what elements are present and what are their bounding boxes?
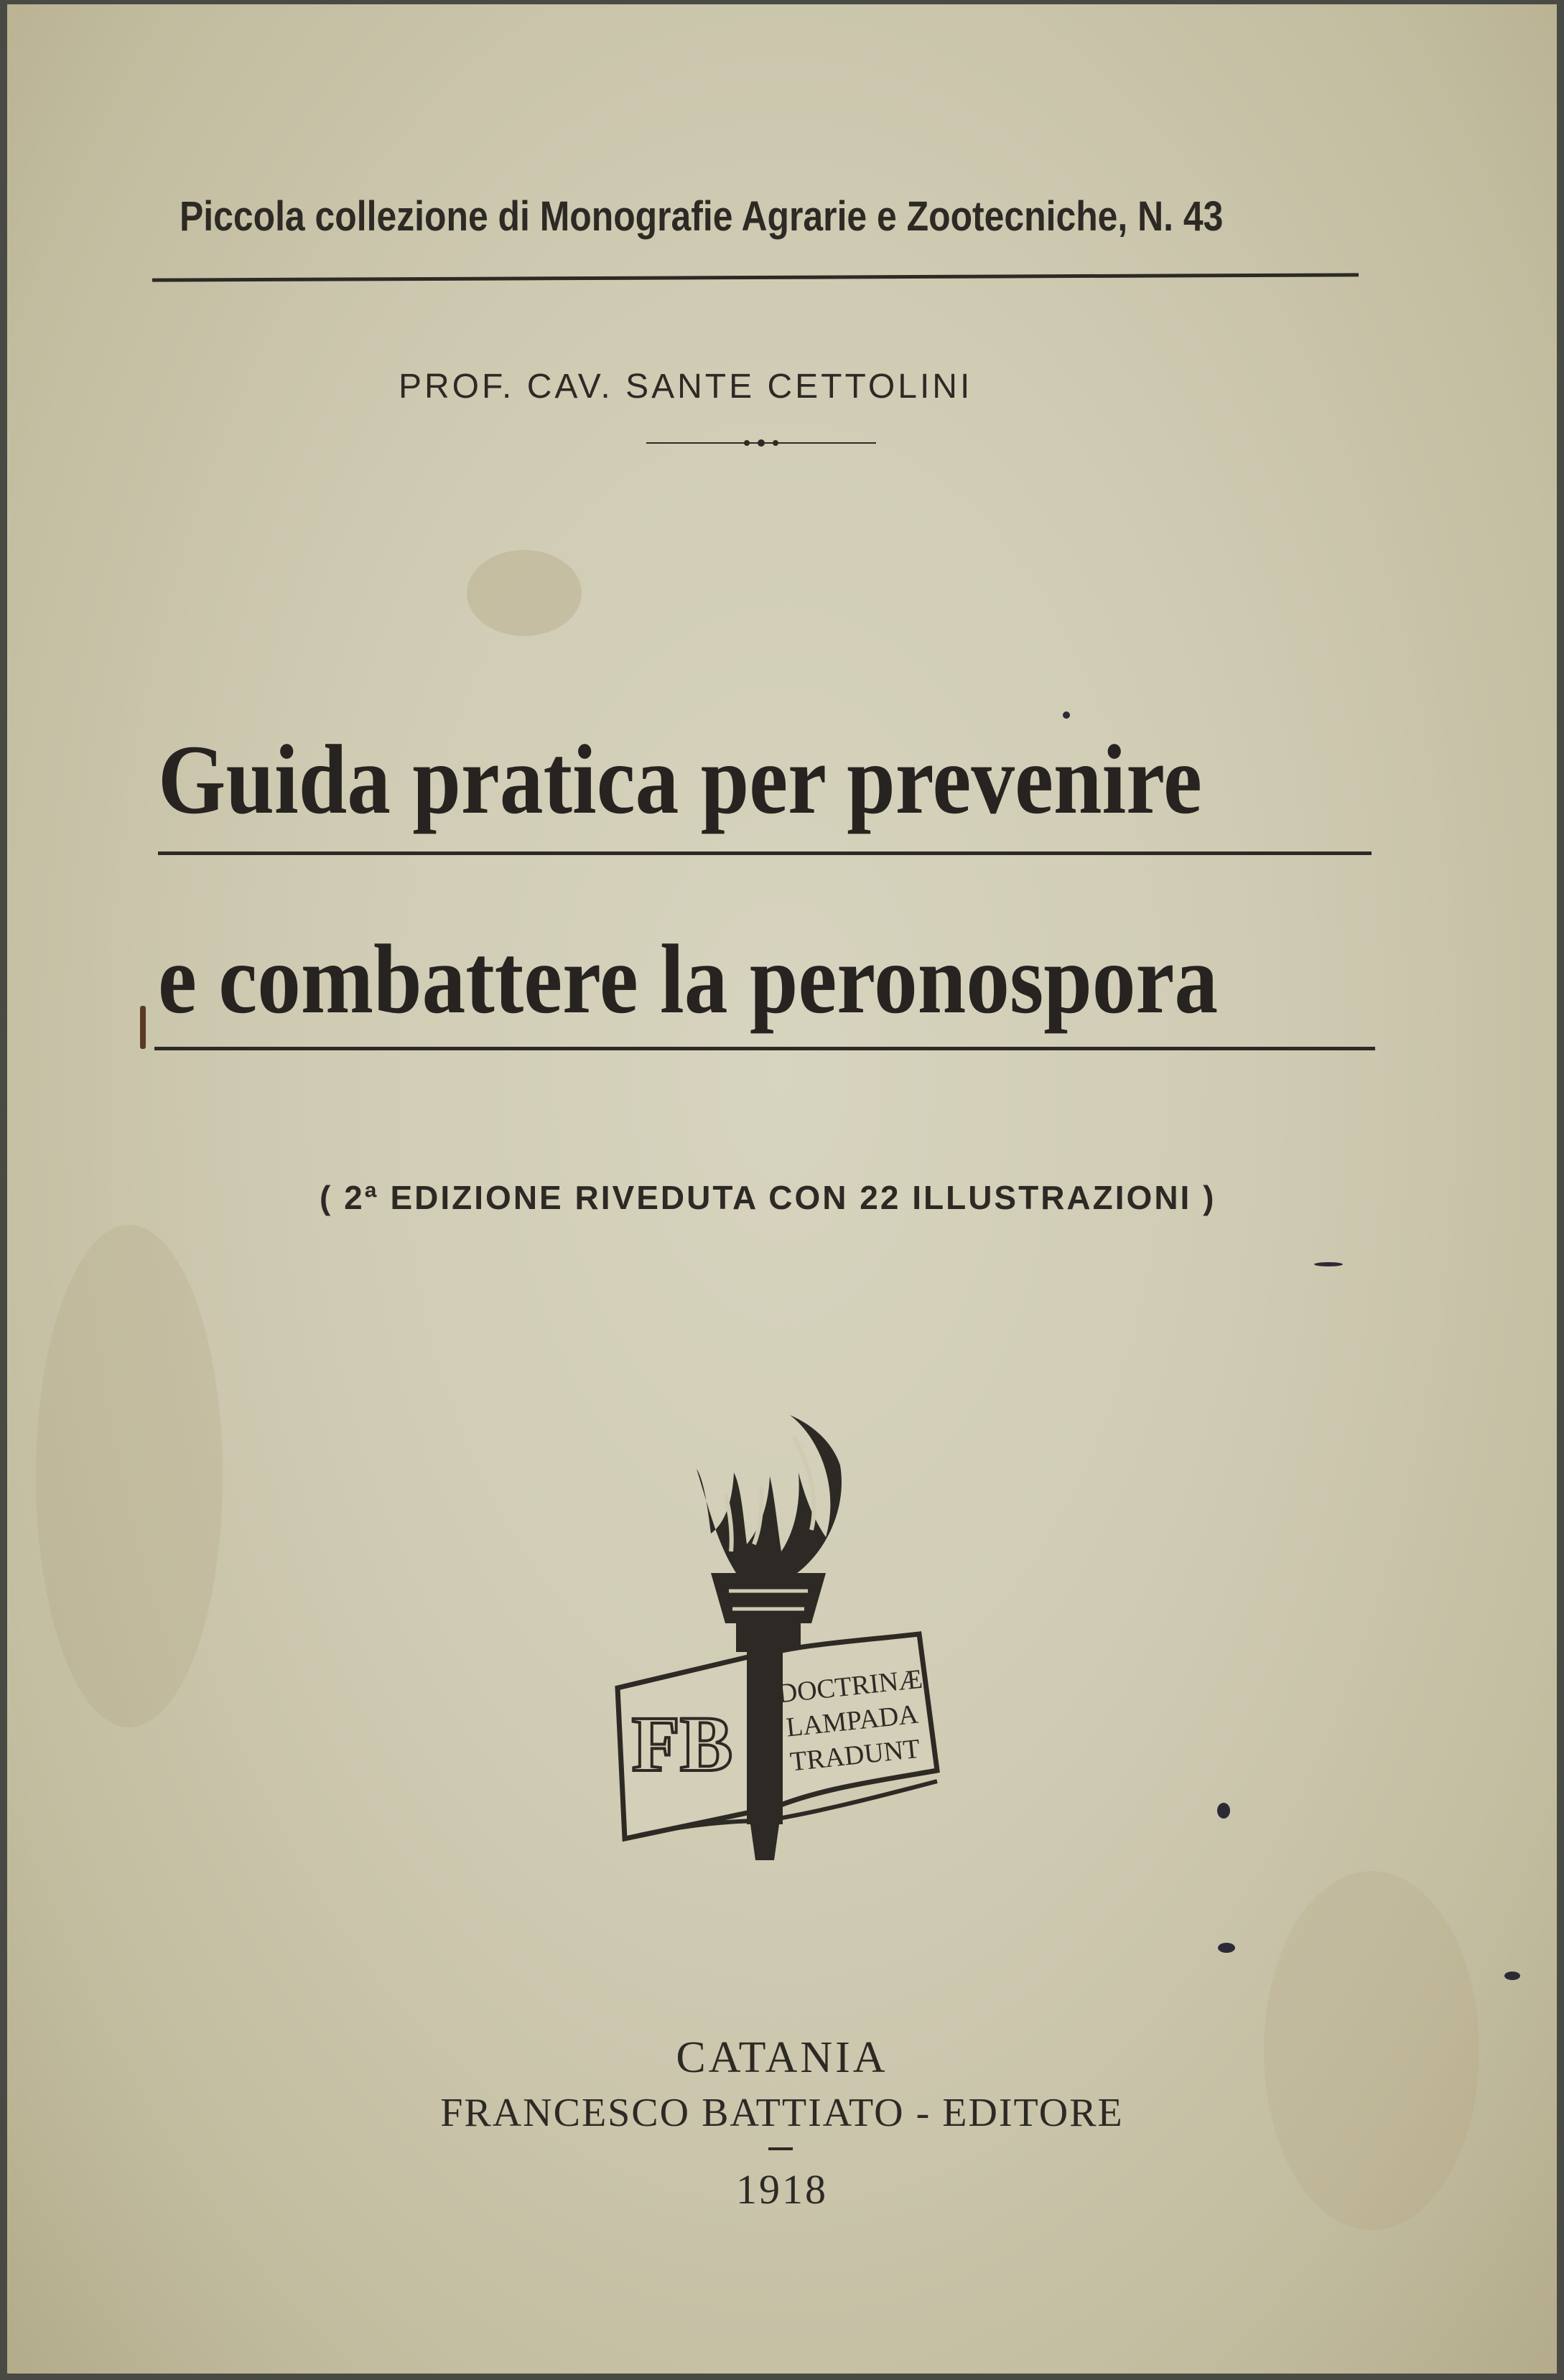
title-line-2: e combattere la peronospora	[158, 924, 1219, 1034]
emblem-motto-line-3: TRADUNT	[788, 1733, 922, 1778]
author-name: PROF. CAV. SANTE CETTOLINI	[399, 368, 973, 406]
publication-city: CATANIA	[676, 2033, 888, 2082]
title-rule-1	[158, 851, 1372, 855]
title-line-1: Guida pratica per prevenire	[158, 724, 1202, 834]
ink-speck	[1504, 1971, 1520, 1980]
series-rule	[152, 273, 1359, 281]
ink-speck	[1217, 1803, 1230, 1819]
ink-speck	[1218, 1943, 1235, 1953]
stain	[467, 550, 582, 636]
emblem-motto-line-2: LAMPADA	[784, 1699, 920, 1743]
year-dash	[768, 2147, 793, 2150]
series-title: Piccola collezione di Monografie Agrarie e Zootecniche, N. 43	[180, 193, 1224, 240]
publication-year: 1918	[736, 2166, 828, 2213]
stain	[36, 1225, 223, 1727]
publisher-name: FRANCESCO BATTIATO - EDITORE	[440, 2091, 1124, 2135]
emblem-monogram: FB	[631, 1700, 733, 1788]
torch-and-open-book-icon	[610, 1408, 941, 1867]
emblem-motto-line-1: DOCTRINÆ	[776, 1663, 924, 1709]
ink-speck	[140, 1006, 146, 1049]
title-rule-2	[154, 1047, 1375, 1050]
dotted-rule-ornament	[646, 432, 876, 454]
edition-note: ( 2ª EDIZIONE RIVEDUTA CON 22 ILLUSTRAZIONI )	[320, 1179, 1216, 1216]
ink-speck	[1314, 1262, 1343, 1266]
book-cover	[7, 4, 1557, 2374]
ink-speck	[1063, 711, 1070, 719]
